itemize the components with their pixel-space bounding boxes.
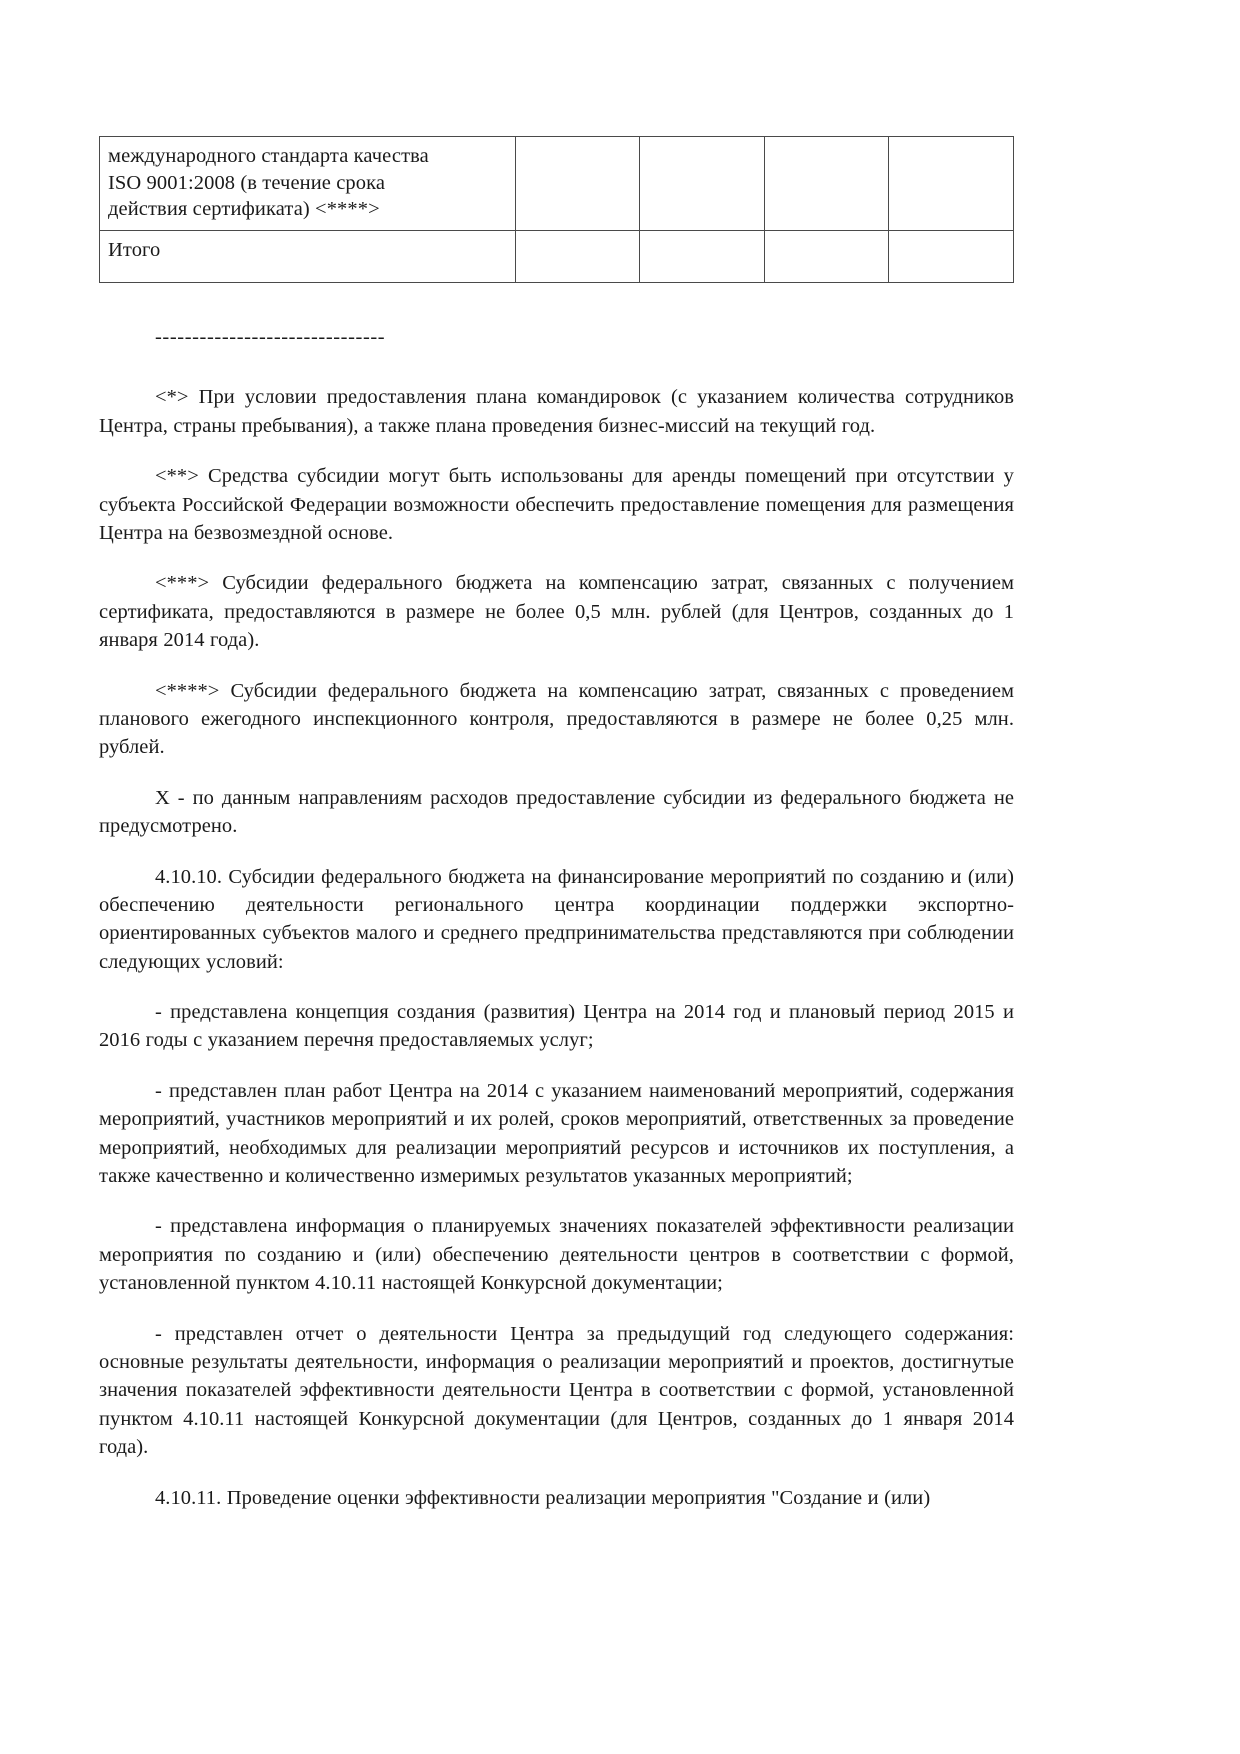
table-cell-total-value xyxy=(640,230,765,282)
footnote-x-note: X - по данным направлениям расходов предоставление субсидии из федерального бюджета не предусмотрено. xyxy=(99,786,1014,838)
section-4-10-10-condition-3: - представлена информация о планируемых значениях показателей эффективности реализации мероприятия по созданию и (или) обеспечению деятельности центров в соответствии с формой, установленной пунктом 4.10.11 настоящей Конкурсной документации; xyxy=(99,1215,1014,1295)
section-4-10-11-intro: 4.10.11. Проведение оценки эффективности реализации мероприятия "Создание и (или) xyxy=(155,1486,931,1509)
table-cell-value xyxy=(764,137,889,231)
section-4-10-10-condition-1: - представлена концепция создания (развития) Центра на 2014 год и плановый период 2015 и 2016 годы с указанием перечня предоставляемых услуг; xyxy=(99,1001,1014,1052)
table-row-total xyxy=(100,230,1014,282)
section-4-10-10-intro: 4.10.10. Субсидии федерального бюджета на финансирование мероприятий по созданию и (или) обеспечению деятельности регионального центра координации поддержки экспортно-ориентированных субъектов малого и среднего предпринимательства представляются при соблюдении следующих условий: xyxy=(99,865,1014,973)
table-cell-total-value xyxy=(515,230,640,282)
section-4-10-10-condition-2: - представлен план работ Центра на 2014 с указанием наименований мероприятий, содержания мероприятий, участников мероприятий и их ролей, сроков мероприятий, ответственных за проведение мероприятий, необходимых для реализации мероприятий ресурсов и источников их поступления, а также качественно и количественно измеримых результатов указанных мероприятий; xyxy=(99,1079,1014,1188)
footnote-asterisk-3: <***> Субсидии федерального бюджета на компенсацию затрат, связанных с получением сертификата, предоставляются в размере не более 0,5 млн. рублей (для Центров, созданных до 1 января 2014 года). xyxy=(99,572,1014,652)
footnote-separator-rule: ------------------------------- xyxy=(155,325,386,348)
table-cell-value xyxy=(640,137,765,231)
table-cell-value xyxy=(889,137,1014,231)
table-cell-total-value xyxy=(889,230,1014,282)
cost-breakdown-table-fragment xyxy=(99,136,1014,283)
table-cell-name-line: действия сертификата) <****> xyxy=(108,198,380,221)
footnote-asterisk-2: <**> Средства субсидии могут быть использованы для аренды помещений при отсутствии у субъекта Российской Федерации возможности обеспечить предоставление помещения для размещения Центра на безвозмездной основе. xyxy=(99,465,1014,544)
page-content xyxy=(99,136,1014,1512)
table-row xyxy=(100,137,1014,231)
section-4-10-10-condition-4: - представлен отчет о деятельности Центра за предыдущий год следующего содержания: основные результаты деятельности, информация о реализации мероприятий и проектов, достигнутые значения показателей эффективности деятельности Центра в соответствии с формой, установленной пунктом 4.10.11 настоящей Конкурсной документации (для Центров, созданных до 1 января 2014 года). xyxy=(99,1322,1014,1459)
table-cell-name xyxy=(100,137,516,231)
table-cell-total-label: Итого xyxy=(100,230,516,282)
table-cell-total-value xyxy=(764,230,889,282)
table-cell-name-line: ISO 9001:2008 (в течение срока xyxy=(108,171,386,194)
table-cell-value xyxy=(515,137,640,231)
footnote-asterisk-1: <*> При условии предоставления плана командировок (с указанием количества сотрудников Центра, страны пребывания), а также плана проведения бизнес-миссий на текущий год. xyxy=(99,386,1014,437)
footnote-asterisk-4: <****> Субсидии федерального бюджета на компенсацию затрат, связанных с проведением планового ежегодного инспекционного контроля, предоставляются в размере не более 0,25 млн. рублей. xyxy=(99,679,1014,759)
table-cell-name-line: международного стандарта качества xyxy=(108,145,429,167)
